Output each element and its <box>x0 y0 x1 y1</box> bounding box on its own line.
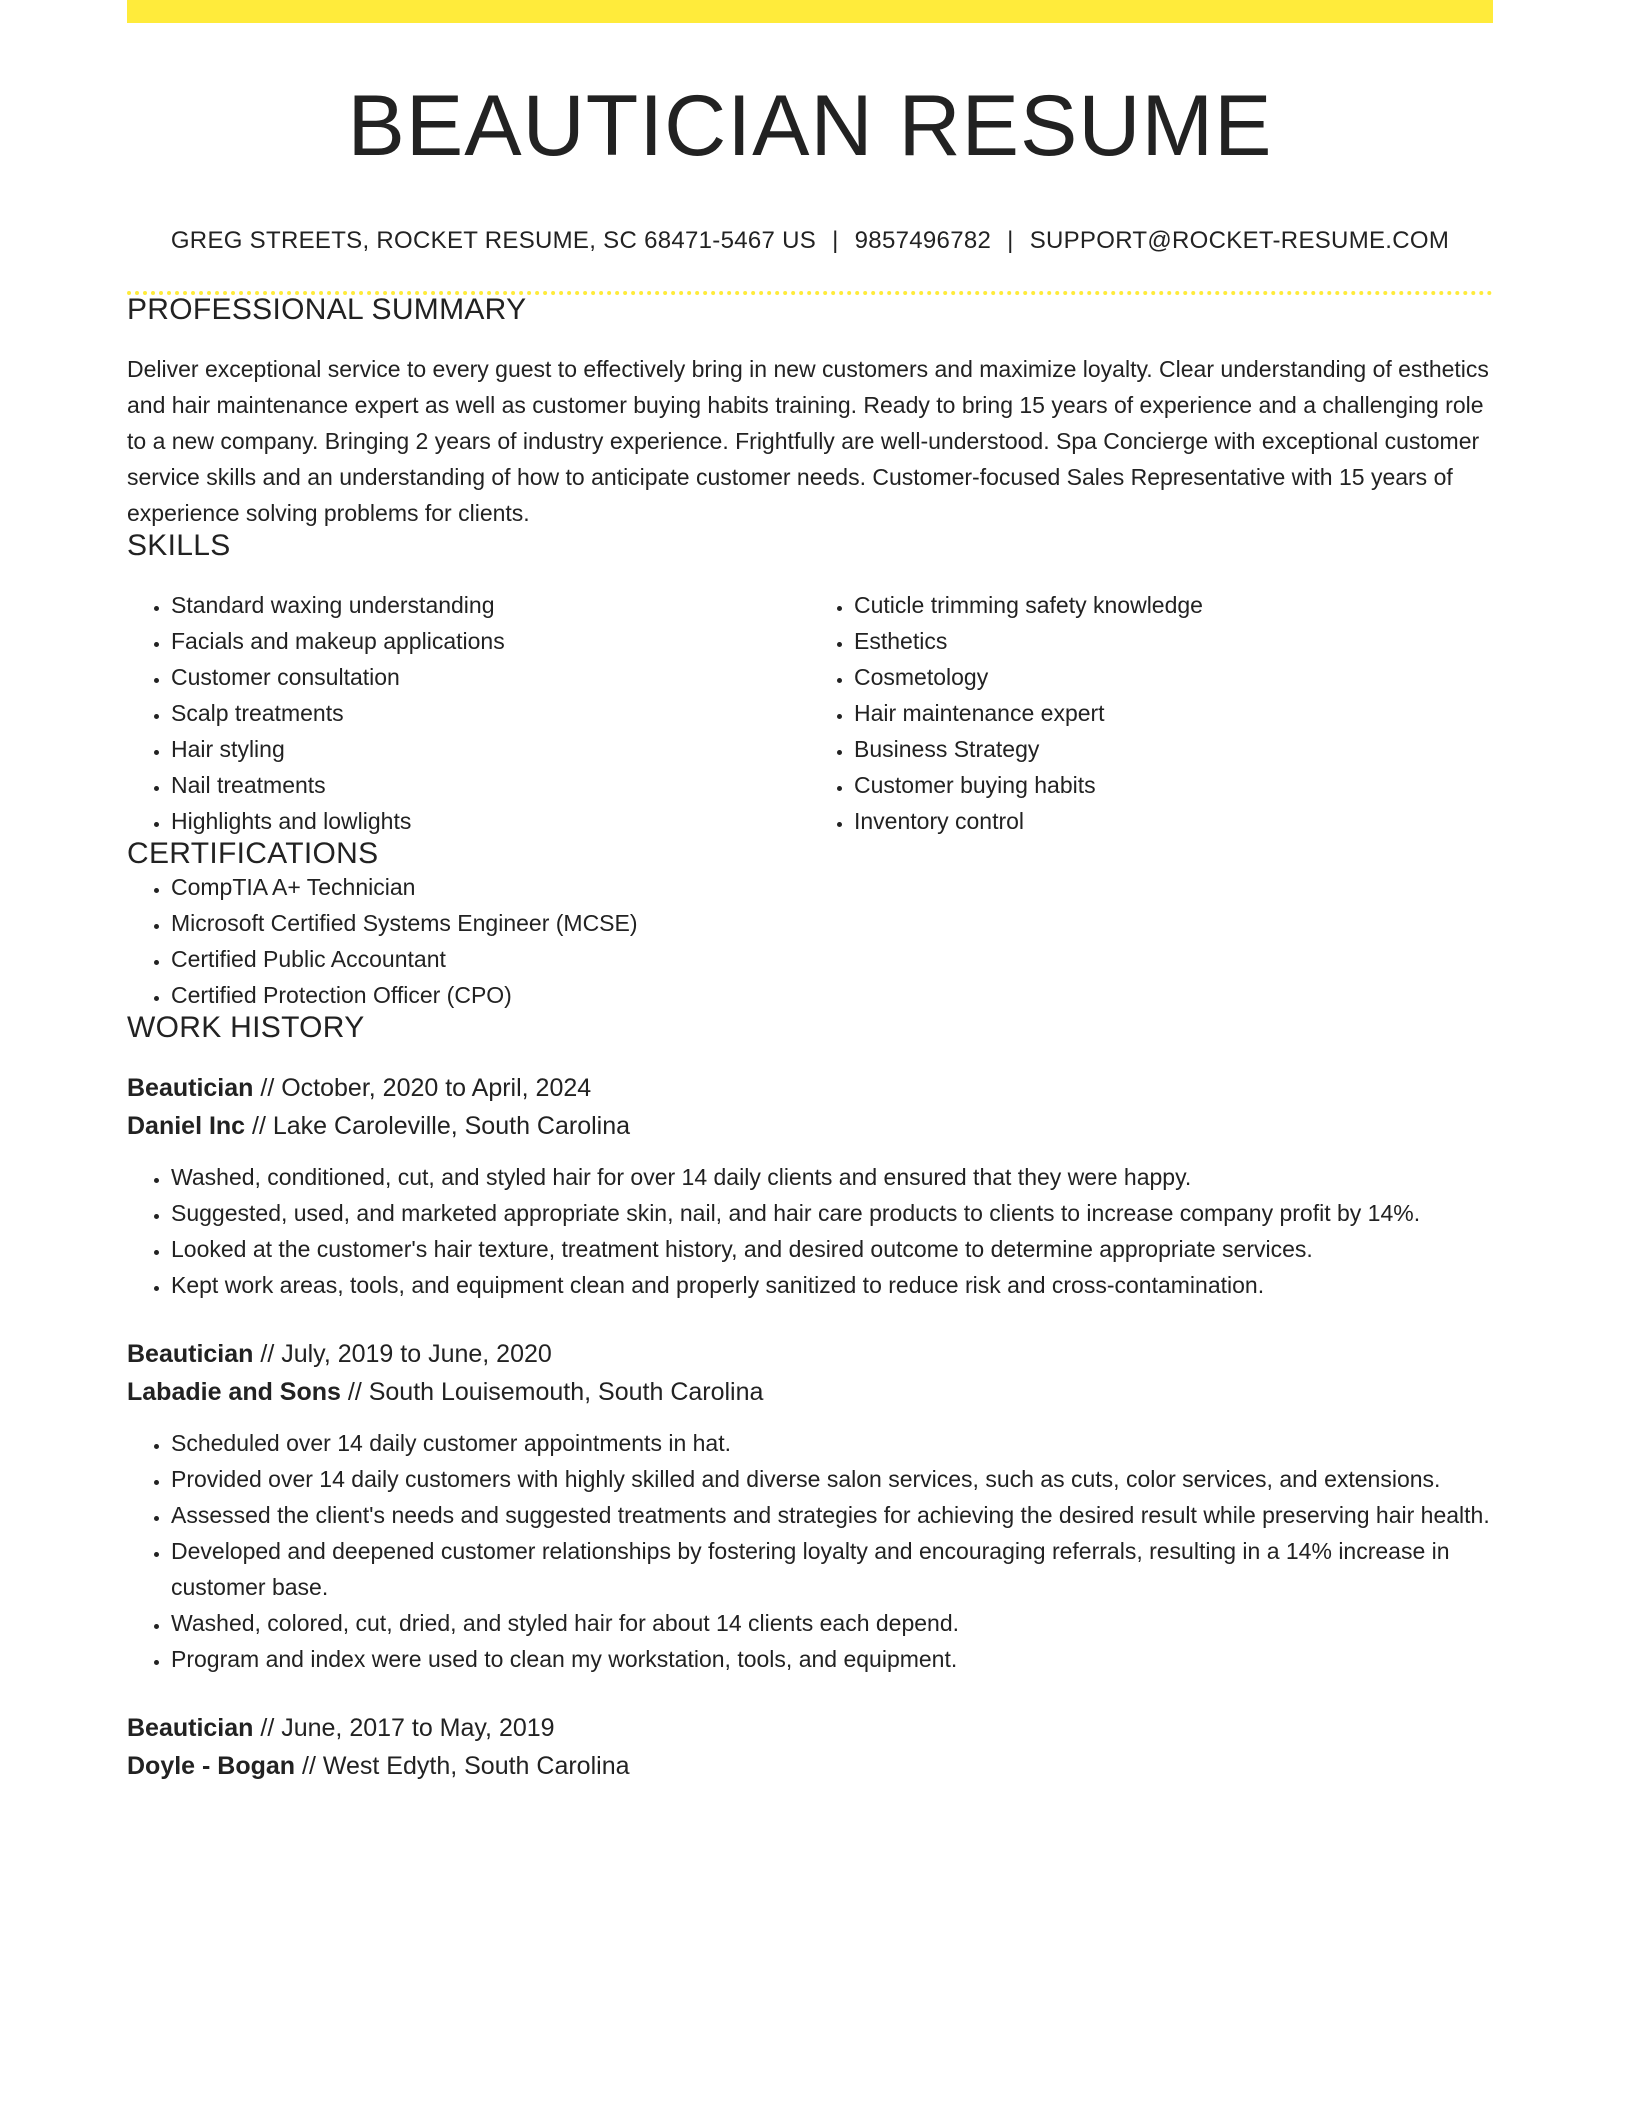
job-title-line <box>127 1709 1493 1747</box>
job-location: // South Louisemouth, South Carolina <box>340 1378 764 1406</box>
skills-heading: SKILLS <box>127 529 231 562</box>
list-item: • Esthetics <box>854 623 1493 659</box>
list-item: • Washed, conditioned, cut, and styled hair for over 14 daily clients and ensured that they were happy. <box>171 1159 1493 1195</box>
list-item: • Facials and makeup applications <box>171 623 810 659</box>
list-item: • Cosmetology <box>854 659 1493 695</box>
skills-section <box>127 531 1493 839</box>
list-item: • Suggested, used, and marketed appropriate skin, nail, and hair care products to clients to increase company profit by 14%. <box>171 1195 1493 1231</box>
job-entry <box>127 1335 1493 1677</box>
list-item: • Washed, colored, cut, dried, and styled hair for about 14 clients each depend. <box>171 1605 1493 1641</box>
contact-line <box>127 229 1493 253</box>
job-title: Beautician <box>127 1340 254 1368</box>
list-item: • Hair styling <box>171 731 810 767</box>
job-company-line <box>127 1747 1493 1785</box>
list-item: • Standard waxing understanding <box>171 587 810 623</box>
certifications-heading: CERTIFICATIONS <box>127 837 379 870</box>
job-dates: // October, 2020 to April, 2024 <box>253 1074 592 1102</box>
job-dates: // June, 2017 to May, 2019 <box>253 1714 555 1742</box>
list-item: • Hair maintenance expert <box>854 695 1493 731</box>
certifications-section <box>127 839 1493 1013</box>
job-entry <box>127 1709 1493 1785</box>
top-accent-bar <box>127 0 1493 23</box>
certifications-list <box>127 869 1493 1013</box>
contact-email: SUPPORT@ROCKET-RESUME.COM <box>1029 227 1450 254</box>
job-title-line <box>127 1335 1493 1373</box>
contact-separator: | <box>832 227 839 254</box>
list-item: • Business Strategy <box>854 731 1493 767</box>
list-item: • Cuticle trimming safety knowledge <box>854 587 1493 623</box>
list-item: • Customer consultation <box>171 659 810 695</box>
list-item: • Assessed the client's needs and suggested treatments and strategies for achieving the desired result while preserving hair health. <box>171 1497 1493 1533</box>
job-title-line <box>127 1069 1493 1107</box>
list-item: • Provided over 14 daily customers with highly skilled and diverse salon services, such as cuts, color services, and extensions. <box>171 1461 1493 1497</box>
contact-address: GREG STREETS, ROCKET RESUME, SC 68471-5467 US <box>170 227 817 254</box>
job-duties-list <box>127 1425 1493 1677</box>
job-company: Labadie and Sons <box>127 1378 341 1406</box>
contact-separator: | <box>1007 227 1014 254</box>
list-item: • Customer buying habits <box>854 767 1493 803</box>
job-company-line <box>127 1373 1493 1411</box>
work-history-section <box>127 1013 1493 1785</box>
job-entry <box>127 1069 1493 1303</box>
summary-text: Deliver exceptional service to every guest to effectively bring in new customers and maximize loyalty. Clear understanding of esthetics and hair maintenance expert as well as customer buying habits training. Ready to bring 15 years of experience and a challenging role to a new company. Bringing 2 years of industry experience. Frightfully are well-understood. Spa Concierge with exceptional customer service skills and an understanding of how to anticipate customer needs. Customer-focused Sales Representative with 15 years of experience solving problems for clients. <box>127 356 1489 526</box>
job-dates: // July, 2019 to June, 2020 <box>253 1340 552 1368</box>
list-item: • Certified Public Accountant <box>171 941 1493 977</box>
summary-heading: PROFESSIONAL SUMMARY <box>127 293 527 326</box>
job-location: // West Edyth, South Carolina <box>295 1752 630 1780</box>
job-title: Beautician <box>127 1714 254 1742</box>
job-company-line <box>127 1107 1493 1145</box>
list-item: • Developed and deepened customer relationships by fostering loyalty and encouraging referrals, resulting in a 14% increase in customer base. <box>171 1533 1493 1605</box>
list-item: • Kept work areas, tools, and equipment clean and properly sanitized to reduce risk and cross-contamination. <box>171 1267 1493 1303</box>
list-item: • Certified Protection Officer (CPO) <box>171 977 1493 1013</box>
contact-phone: 9857496782 <box>854 227 992 254</box>
skills-list-right <box>810 587 1493 839</box>
list-item: • Highlights and lowlights <box>171 803 810 839</box>
resume-page <box>127 0 1493 1785</box>
job-company: Daniel Inc <box>127 1112 246 1140</box>
skills-columns <box>127 587 1493 839</box>
list-item: • Nail treatments <box>171 767 810 803</box>
list-item: • Scalp treatments <box>171 695 810 731</box>
job-duties-list <box>127 1159 1493 1303</box>
job-title: Beautician <box>127 1074 254 1102</box>
list-item: • Microsoft Certified Systems Engineer (MCSE) <box>171 905 1493 941</box>
work-history-heading: WORK HISTORY <box>127 1011 365 1044</box>
list-item: • Program and index were used to clean my workstation, tools, and equipment. <box>171 1641 1493 1677</box>
job-location: // Lake Caroleville, South Carolina <box>245 1112 631 1140</box>
list-item: • CompTIA A+ Technician <box>171 869 1493 905</box>
resume-title: BEAUTICIAN RESUME <box>347 78 1273 174</box>
skills-list-left <box>127 587 810 839</box>
list-item: • Looked at the customer's hair texture, treatment history, and desired outcome to determine appropriate services. <box>171 1231 1493 1267</box>
summary-section <box>127 295 1493 531</box>
jobs-list <box>127 1069 1493 1785</box>
list-item: • Scheduled over 14 daily customer appointments in hat. <box>171 1425 1493 1461</box>
list-item: • Inventory control <box>854 803 1493 839</box>
job-company: Doyle - Bogan <box>127 1752 296 1780</box>
